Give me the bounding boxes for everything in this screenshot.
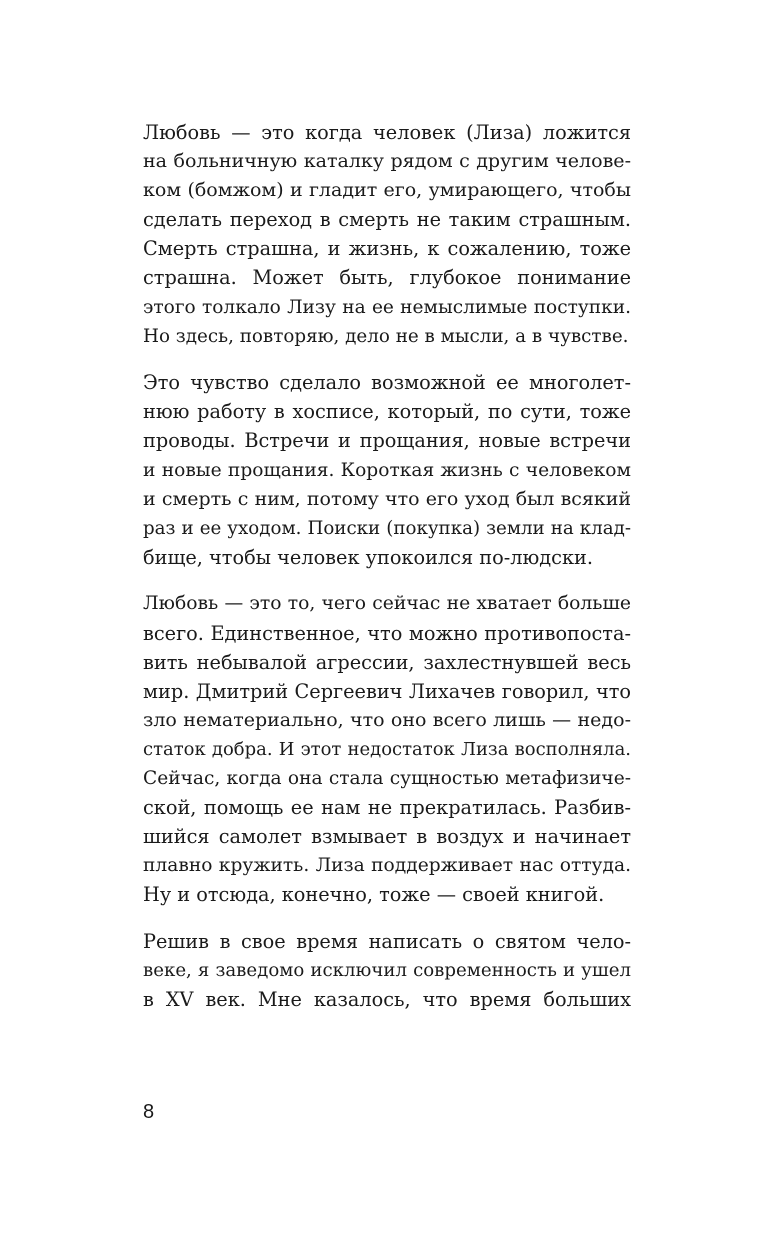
text-line: страшна. Может быть, глубокое понимание <box>143 266 631 290</box>
text-line: сделать переход в смерть не таким страшным. <box>143 208 631 232</box>
page-number: 8 <box>143 1101 155 1123</box>
text-line: плавно кружить. Лиза поддерживает нас оттуда. <box>143 855 631 877</box>
text-line: Это чувство сделало возможной ее многолет- <box>143 371 631 395</box>
text-line: Но здесь, повторяю, дело не в мысли, а в чувстве. <box>143 325 629 347</box>
text-line: зло нематериально, что оно всего лишь — недо- <box>143 708 631 731</box>
text-line: и смерть с ним, потому что его уход был всякий <box>143 487 631 510</box>
text-line: ской, помощь ее нам не прекратилась. Разбив- <box>143 796 631 820</box>
text-line: и новые прощания. Короткая жизнь с человеком <box>143 459 631 481</box>
paragraph <box>143 118 631 351</box>
text-line: Смерть страшна, и жизнь, к сожалению, тоже <box>143 237 631 261</box>
text-line: мир. Дмитрий Сергеевич Лихачев говорил, что <box>143 679 631 703</box>
paragraph <box>143 589 631 909</box>
text-line: вить небывалой агрессии, захлестнувшей весь <box>143 650 631 674</box>
text-line: нюю работу в хосписе, который, по сути, тоже <box>143 400 631 424</box>
text-line: всего. Единственное, что можно противопоста- <box>143 621 631 645</box>
paragraph <box>143 927 631 1014</box>
text-line: на больничную каталку рядом с другим челове- <box>143 150 631 173</box>
text-line: Сейчас, когда она стала сущностью метафизиче- <box>143 767 631 789</box>
text-line: раз и ее уходом. Поиски (покупка) земли на клад- <box>143 517 631 539</box>
text-line: Решив в свое время написать о святом чело- <box>143 929 631 953</box>
text-line: бище, чтобы человек упокоился по-людски. <box>143 545 593 569</box>
text-line: статок добра. И этот недостаток Лиза восполняла. <box>143 738 631 760</box>
text-line: шийся самолет взмывает в воздух и начинает <box>143 825 631 849</box>
text-line: веке, я заведомо исключил современность и ушел <box>143 960 631 982</box>
text-line: Любовь — это то, чего сейчас не хватает больше <box>143 593 631 615</box>
body-text <box>143 118 631 1032</box>
paragraph <box>143 368 631 572</box>
text-line: Любовь — это когда человек (Лиза) ложится <box>143 121 631 144</box>
text-line: ком (бомжом) и гладит его, умирающего, чтобы <box>143 179 631 202</box>
text-line: в XV век. Мне казалось, что время больших <box>143 988 631 1012</box>
text-line: проводы. Встречи и прощания, новые встречи <box>143 429 631 453</box>
text-line: этого толкало Лизу на ее немыслимые поступки. <box>143 296 631 318</box>
text-line: Ну и отсюда, конечно, тоже — своей книгой. <box>143 883 605 907</box>
